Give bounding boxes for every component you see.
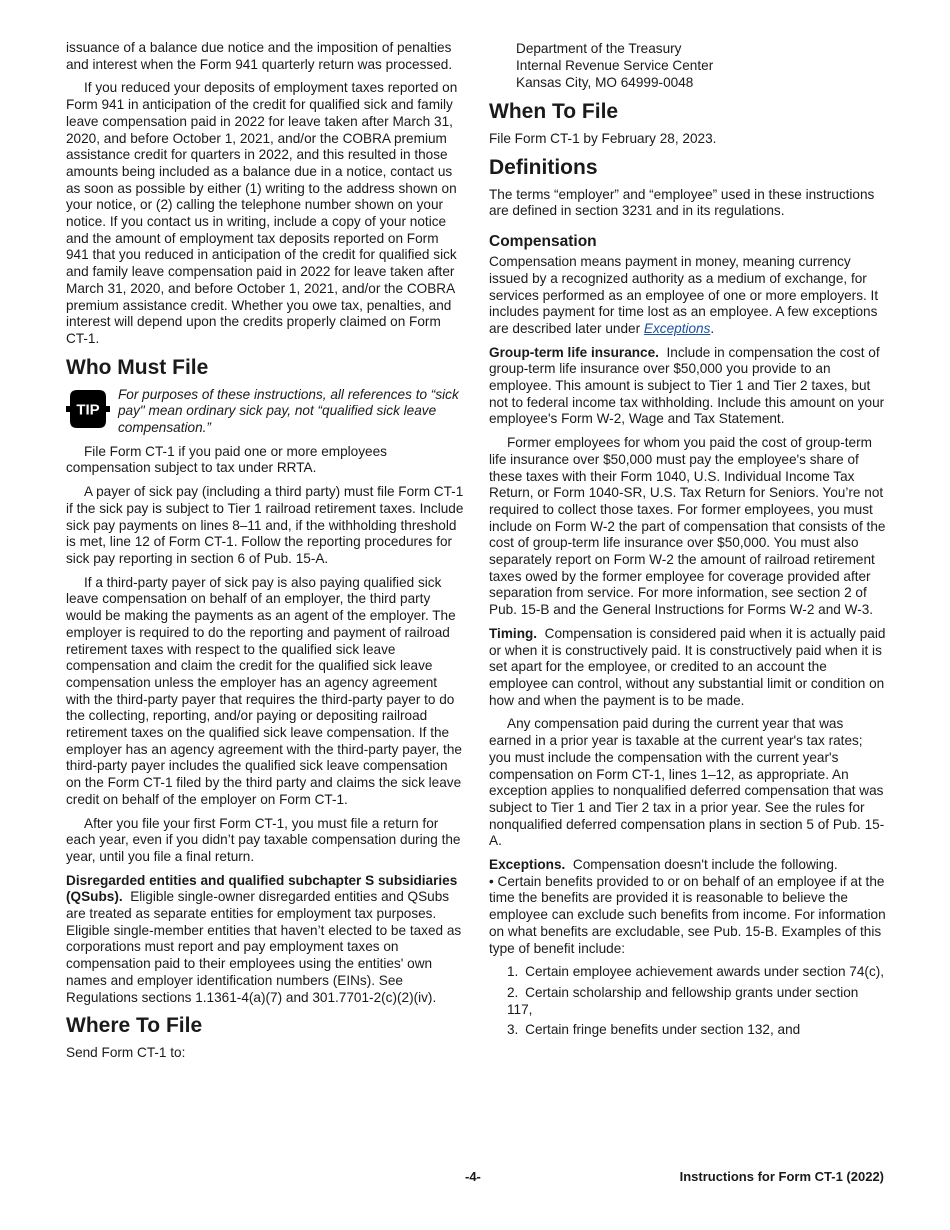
paragraph: File Form CT-1 by February 28, 2023.	[489, 131, 717, 146]
address-line: Kansas City, MO 64999-0048	[516, 75, 694, 90]
paragraph	[489, 857, 887, 874]
bullet-item: • Certain benefits provided to or on behalf of an employee if at the time the benefits are provided it is reasonable to believe the employee can exclude such benefits from income. For information on what benefits are excludable, see Pub. 15-B. Examples of this type of benefit include:	[489, 873, 886, 956]
run-in-heading: Disregarded entities and qualified subchapter S subsidiaries (QSubs).	[66, 872, 458, 905]
definitions-heading: Definitions	[489, 155, 598, 179]
left-column	[66, 40, 464, 1069]
paragraph: A payer of sick pay (including a third party) must file Form CT-1 if the sick pay is subject to Tier 1 railroad retirement taxes. Include sick pay payments on lines 8–11 and, if the withholding threshold is met, line 12 of Form CT-1. Follow the reporting procedures for sick pay reporting in section 6 of Pub. 15-A.	[66, 484, 464, 566]
paragraph: After you file your first Form CT-1, you must file a return for each year, even if you didn’t pay taxable compensation during the year, until you file a final return.	[66, 815, 461, 864]
run-in-heading: Exceptions.	[489, 857, 566, 873]
paragraph: File Form CT-1 if you paid one or more employees compensation subject to tax under RRTA.	[66, 443, 387, 476]
paragraph: If a third-party payer of sick pay is also paying qualified sick leave compensation on behalf of an employer, the third party would be making the payments as an agent of the employer. The employer is required to do the reporting and payment of railroad retirement taxes with respect to the qualified sick leave compensation and claim the credit for the qualified sick leave compensation unless the employer has an agency agreement with the third-party payer that requires the third-party payer to do the collecting, reporting, and/or paying or depositing railroad retirement taxes on the qualified sick leave compensation. If the employer has an agency agreement with the third-party payer, the third-party payer includes the qualified sick leave compensation on the Form CT-1 filed by the third party and claims the sick leave credit on behalf of the employer on Form CT-1.	[66, 574, 462, 807]
paragraph	[489, 254, 887, 338]
paragraph: Former employees for whom you paid the cost of group-term life insurance over $50,000 must pay the employee's share of these taxes with their Form 1040, U.S. Individual Income Tax Return, or Form 1040-SR, U.S. Tax Return for Seniors. You’re not required to collect those taxes. For former employees, you must include on Form W-2 the part of compensation that consists of the cost of group-term life insurance over $50,000. You must also separately report on Form W-2 the amount of railroad retirement taxes owed by the former employee for coverage provided after separation from service. For more information, see section 2 of Pub. 15-B and the General Instructions for Forms W-2 and W-3.	[489, 435, 886, 618]
tip-text: For purposes of these instructions, all references to “sick pay" mean ordinary sick pay, not “qualified sick leave compensation.”	[118, 386, 459, 436]
list-item: 3. Certain fringe benefits under section 132, and	[507, 1022, 801, 1038]
list-item: 2. Certain scholarship and fellowship grants under section 117,	[507, 984, 859, 1017]
paragraph: Any compensation paid during the current year that was earned in a prior year is taxable at the current year's tax rates; you must include the compensation with the current year's compensation on Form CT-1, lines 1–12, as appropriate. An exception applies to nonqualified deferred compensation that was subject to Tier 1 and Tier 2 tax in a prior year. See the rules for nonqualified deferred compensation plans in section 5 of Pub. 15-A.	[489, 716, 885, 849]
mailing-address	[489, 40, 887, 91]
paragraph-text: Compensation is considered paid when it is actually paid or when it is constructively paid. It is constructively paid when it is set apart for the employee, or credited to an account the employee can control, without any substantial limit or condition on how and when the payment is to be made.	[489, 625, 886, 708]
paragraph: If you reduced your deposits of employment taxes reported on Form 941 in anticipation of the credit for qualified sick and family leave compensation paid in 2022 for leave taken after March 31, 2020, and before October 1, 2021, and/or the COBRA premium assistance credit for quarters in 2022, and this resulted in those amounts being included as a balance due in a notice, contact us as soon as possible by either (1) writing to the address shown on your notice, or (2) calling the telephone number shown on your notice. If you contact us in writing, include a copy of your notice and the amount of employment tax deposits reported on Form 941 that you reduced in anticipation of the credit for qualified sick and family leave compensation paid in 2022 for leave taken after March 31, 2020, and before October 1, 2021, and/or the COBRA premium assistance credit. Whether you owe tax, penalties, and interest will depend upon the credits properly claimed on Form CT-1.	[66, 80, 458, 346]
paragraph: Send Form CT-1 to:	[66, 1045, 186, 1061]
paragraph-text: Compensation means payment in money, meaning currency issued by a recognized authority as a medium of exchange, for services performed as an employee of one or more employers. It includes payment for time lost as an employee. A few exceptions are described later under	[489, 254, 879, 336]
exceptions-link[interactable]: Exceptions	[643, 320, 711, 336]
tip-note	[66, 387, 464, 437]
right-column	[489, 40, 887, 1043]
run-in-heading: Group-term life insurance.	[489, 344, 659, 360]
address-line: Department of the Treasury	[516, 41, 682, 56]
page-number: -4-	[465, 1169, 481, 1184]
paragraph	[489, 345, 887, 429]
paragraph: issuance of a balance due notice and the imposition of penalties and interest when the Form 941 quarterly return was processed.	[66, 40, 453, 72]
paragraph-text: Compensation doesn't include the following.	[572, 857, 838, 873]
footer-title: Instructions for Form CT-1 (2022)	[679, 1169, 884, 1184]
list-item: 1. Certain employee achievement awards under section 74(c),	[507, 964, 885, 980]
when-to-file-heading: When To File	[489, 100, 619, 123]
paragraph: The terms “employer” and “employee” used in these instructions are defined in section 3231 and in its regulations.	[489, 186, 875, 219]
compensation-heading: Compensation	[489, 233, 597, 251]
paragraph	[489, 626, 887, 710]
tip-icon	[66, 387, 110, 431]
run-in-heading: Timing.	[489, 625, 538, 641]
address-line: Internal Revenue Service Center	[516, 58, 714, 73]
where-to-file-heading: Where To File	[66, 1014, 203, 1038]
tip-label: TIP	[76, 401, 100, 419]
paragraph-text: Include in compensation the cost of group-term life insurance over $50,000 you provide to an employee. This amount is subject to Tier 1 and Tier 2 taxes, but not to federal income tax withholding. Include this amount on your employee's Form W-2, Wage and Tax Statement.	[489, 344, 885, 427]
who-must-file-heading: Who Must File	[66, 355, 209, 379]
paragraph	[66, 873, 464, 1007]
paragraph-text: Eligible single-owner disregarded entities and QSubs are treated as separate entities for employment tax purposes. Eligible single-member entities that haven’t elected to be taxed as corporations must report and pay employment taxes on compensation paid to their employees using the entities' own names and employer identification numbers (EINs). See Regulations sections 1.1361-4(a)(7) and 301.7701-2(c)(2)(iv).	[66, 889, 462, 1005]
punctuation: .	[710, 320, 715, 336]
